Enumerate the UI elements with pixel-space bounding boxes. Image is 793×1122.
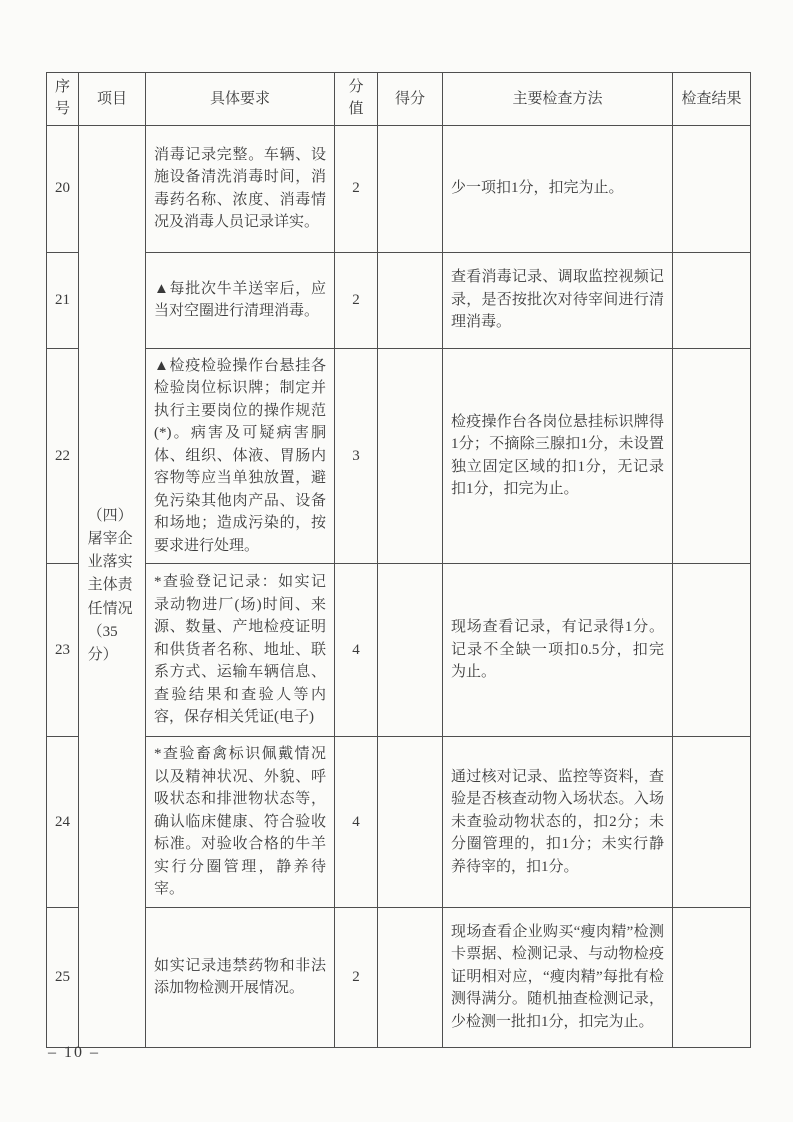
score-obtained-cell <box>378 737 443 908</box>
method-cell: 现场查看记录，有记录得1分。记录不全缺一项扣0.5分，扣完为止。 <box>443 564 673 737</box>
seq-cell: 24 <box>47 737 79 908</box>
result-cell <box>673 125 751 252</box>
requirement-cell: ▲检疫检验操作台悬挂各检验岗位标识牌；制定并执行主要岗位的操作规范(*)。病害及可疑病害胴体、组织、体液、胃肠内容物等应当单独放置，避免污染其他肉产品、设备和场地；造成污染的，按要求进行处理。 <box>146 348 335 564</box>
result-cell <box>673 564 751 737</box>
table-row-23 <box>47 564 751 737</box>
project-group-cell: （四）屠宰企业落实主体责任情况（35分） <box>79 125 146 1047</box>
column-header-project: 项目 <box>79 73 146 126</box>
score-obtained-cell <box>378 907 443 1047</box>
table-row-25 <box>47 907 751 1047</box>
requirement-cell: *查验登记记录：如实记录动物进厂(场)时间、来源、数量、产地检疫证明和供货者名称、地址、联系方式、运输车辆信息、查验结果和查验人等内容，保存相关凭证(电子) <box>146 564 335 737</box>
seq-cell: 25 <box>47 907 79 1047</box>
result-cell <box>673 348 751 564</box>
method-cell: 通过核对记录、监控等资料，查验是否核查动物入场状态。入场未查验动物状态的，扣2分；未分圈管理的，扣1分；未实行静养待宰的，扣1分。 <box>443 737 673 908</box>
score-obtained-cell <box>378 125 443 252</box>
requirement-cell: 消毒记录完整。车辆、设施设备清洗消毒时间，消毒药名称、浓度、消毒情况及消毒人员记录详实。 <box>146 125 335 252</box>
score-cell: 2 <box>335 125 378 252</box>
method-cell: 检疫操作台各岗位悬挂标识牌得1分；不摘除三腺扣1分，未设置独立固定区域的扣1分，无记录扣1分，扣完为止。 <box>443 348 673 564</box>
requirement-cell: *查验畜禽标识佩戴情况以及精神状况、外貌、呼吸状态和排泄物状态等，确认临床健康、符合验收标准。对验收合格的牛羊实行分圈管理，静养待宰。 <box>146 737 335 908</box>
seq-cell: 23 <box>47 564 79 737</box>
score-cell: 3 <box>335 348 378 564</box>
score-obtained-cell <box>378 348 443 564</box>
seq-cell: 22 <box>47 348 79 564</box>
table-row-20 <box>47 125 751 252</box>
inspection-score-table <box>46 72 751 1048</box>
column-header-method: 主要检查方法 <box>443 73 673 126</box>
column-header-score-obtained: 得分 <box>378 73 443 126</box>
result-cell <box>673 737 751 908</box>
method-cell: 查看消毒记录、调取监控视频记录，是否按批次对待宰间进行清理消毒。 <box>443 252 673 348</box>
result-cell <box>673 907 751 1047</box>
requirement-cell: ▲每批次牛羊送宰后，应当对空圈进行清理消毒。 <box>146 252 335 348</box>
table-row-22 <box>47 348 751 564</box>
method-cell: 现场查看企业购买“瘦肉精”检测卡票据、检测记录、与动物检疫证明相对应，“瘦肉精”每批有检测得满分。随机抽查检测记录，少检测一批扣1分，扣完为止。 <box>443 907 673 1047</box>
score-cell: 2 <box>335 252 378 348</box>
score-obtained-cell <box>378 252 443 348</box>
table-row-24 <box>47 737 751 908</box>
page-number: – 10 – <box>48 1044 100 1061</box>
score-cell: 2 <box>335 907 378 1047</box>
score-cell: 4 <box>335 564 378 737</box>
score-cell: 4 <box>335 737 378 908</box>
result-cell <box>673 252 751 348</box>
seq-cell: 21 <box>47 252 79 348</box>
seq-cell: 20 <box>47 125 79 252</box>
column-header-requirement: 具体要求 <box>146 73 335 126</box>
column-header-seq: 序号 <box>47 73 79 126</box>
score-obtained-cell <box>378 564 443 737</box>
requirement-cell: 如实记录违禁药物和非法添加物检测开展情况。 <box>146 907 335 1047</box>
table-header-row <box>47 73 751 126</box>
method-cell: 少一项扣1分，扣完为止。 <box>443 125 673 252</box>
column-header-score: 分值 <box>335 73 378 126</box>
column-header-result: 检查结果 <box>673 73 751 126</box>
table-row-21 <box>47 252 751 348</box>
